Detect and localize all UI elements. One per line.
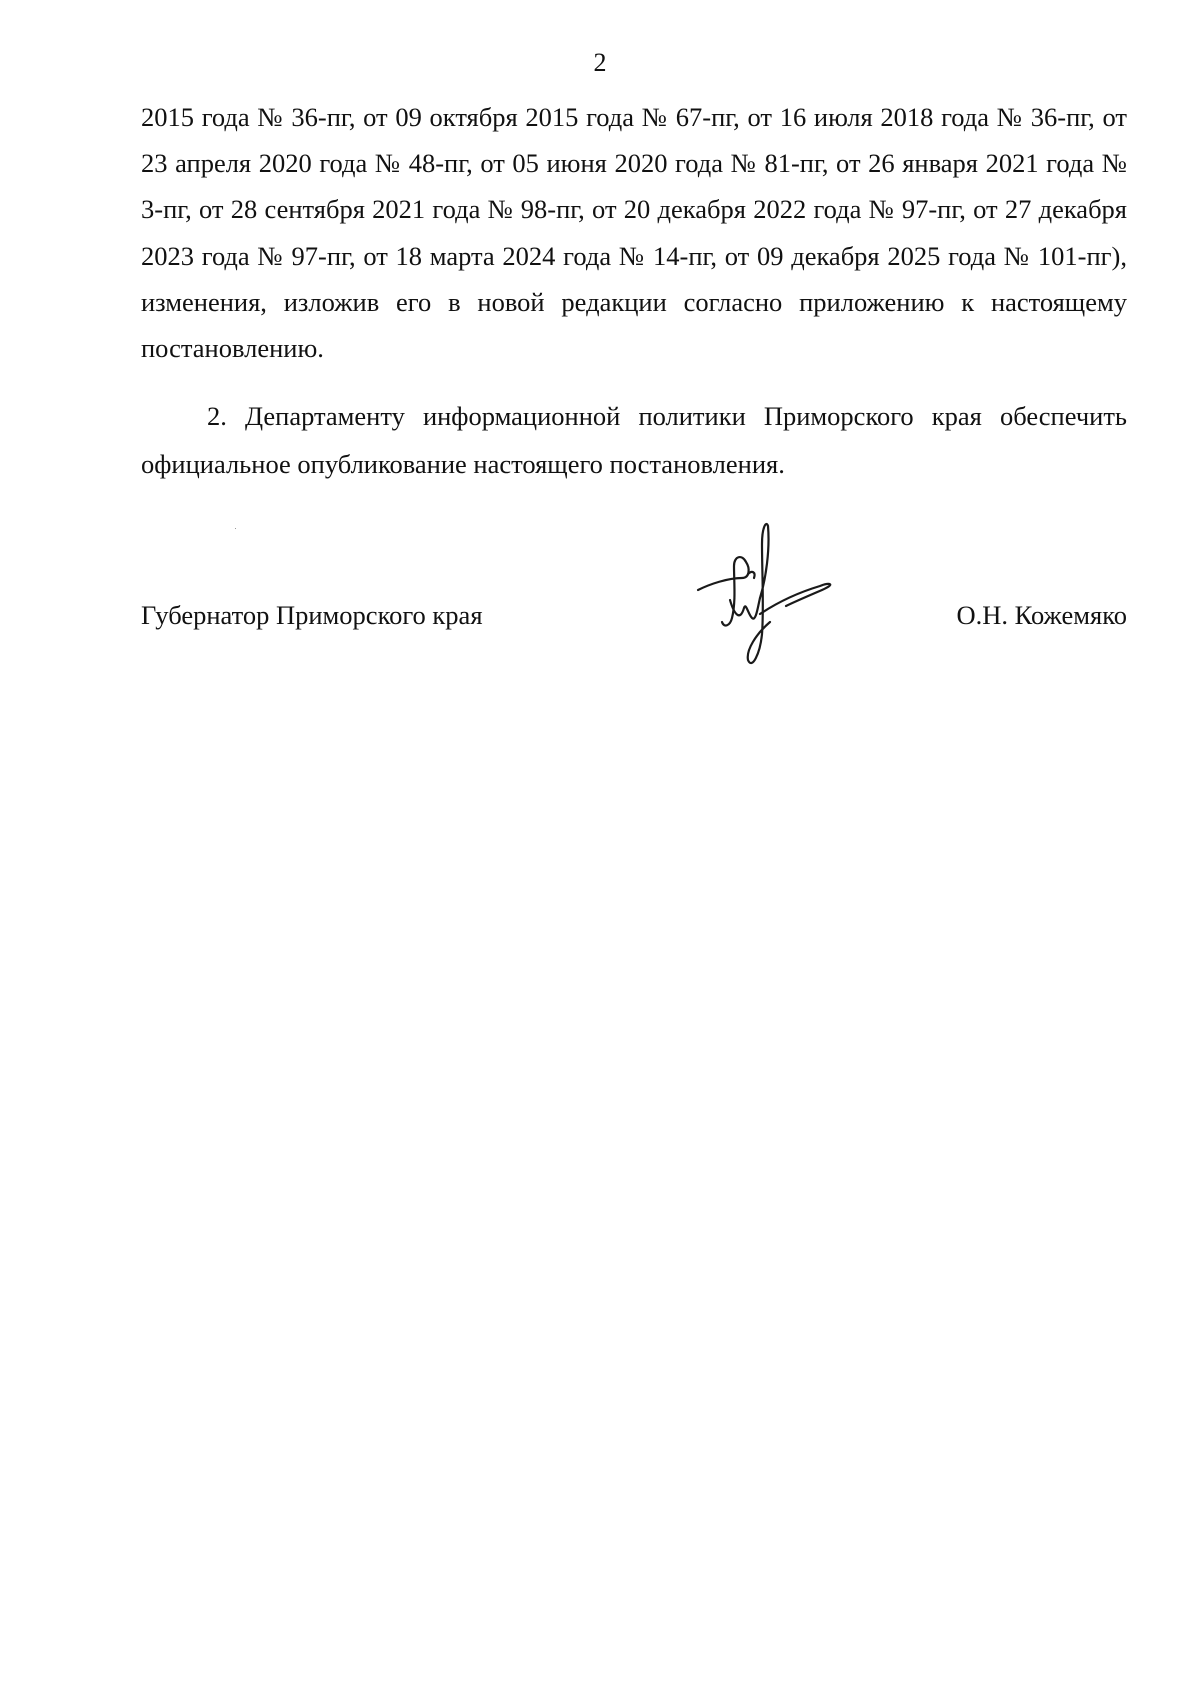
page-number: 2 (593, 48, 607, 77)
scan-speck (235, 528, 236, 529)
signatory-name: О.Н. Кожемяко (956, 600, 1127, 630)
paragraph-amendments: 2015 года № 36-пг, от 09 октября 2015 года № 67-пг, от 16 июля 2018 года № 36-пг, от 23 апреля 2020 года № 48-пг, от 05 июня 2020 года № 81-пг, от 26 января 2021 года № 3-пг, от 28 сентября 2021 года № 98-пг, от 20 декабря 2022 года № 97-пг, от 27 декабря 2023 года № 97-пг, от 18 марта 2024 года № 14-пг, от 09 декабря 2025 года № 101-пг), изменения, изложив его в новой редакции согласно приложению к настоящему постановлению. (141, 102, 1127, 364)
handwritten-signature (690, 522, 860, 682)
signatory-title: Губернатор Приморского края (141, 600, 483, 630)
paragraph-publication-order: 2. Департаменту информационной политики Приморского края обеспечить официальное опубликование настоящего постановления. (141, 401, 1127, 479)
